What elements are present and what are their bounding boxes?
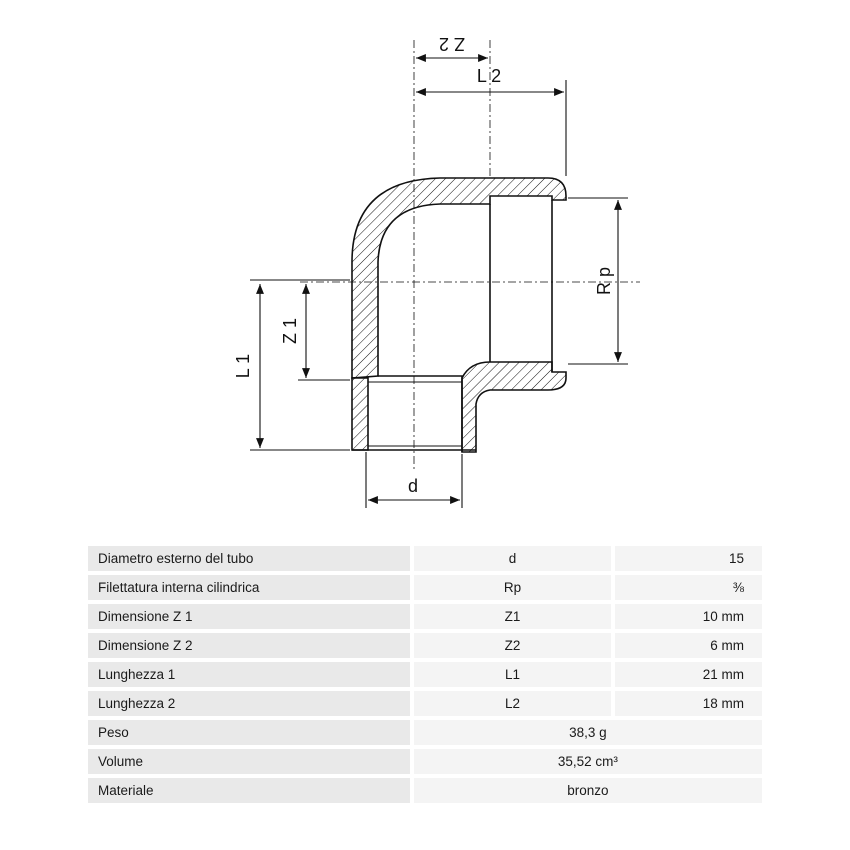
row-label: Dimensione Z 1 [88, 604, 410, 629]
row-label: Dimensione Z 2 [88, 633, 410, 658]
table-row [88, 633, 762, 658]
row-symbol: Rp [410, 575, 612, 600]
spec-table [88, 546, 762, 803]
row-symbol: L2 [410, 691, 612, 716]
row-value: bronzo [410, 778, 762, 803]
extension-lines [250, 80, 628, 508]
row-label: Lunghezza 2 [88, 691, 410, 716]
table-row [88, 749, 762, 774]
row-value: 18 mm [611, 691, 762, 716]
dim-label-l1: L 1 [233, 353, 253, 379]
row-label: Volume [88, 749, 410, 774]
row-symbol: Z2 [410, 633, 612, 658]
dim-label-rp: R p [594, 266, 614, 296]
row-value: ⅜ [611, 575, 762, 600]
row-symbol: L1 [410, 662, 612, 687]
row-value: 15 [611, 546, 762, 571]
row-value: 35,52 cm³ [410, 749, 762, 774]
row-value: 10 mm [611, 604, 762, 629]
row-symbol: Z1 [410, 604, 612, 629]
table-row [88, 604, 762, 629]
table-row [88, 575, 762, 600]
table-row [88, 778, 762, 803]
fitting-wall [352, 178, 566, 452]
row-value: 38,3 g [410, 720, 762, 745]
row-symbol: d [410, 546, 612, 571]
table-row [88, 691, 762, 716]
row-label: Peso [88, 720, 410, 745]
table-row [88, 720, 762, 745]
table-row [88, 662, 762, 687]
dim-label-z1: Z 1 [280, 317, 300, 345]
dim-label-l2: L 2 [476, 66, 502, 86]
row-value: 6 mm [611, 633, 762, 658]
dim-label-d: d [407, 476, 419, 496]
row-label: Diametro esterno del tubo [88, 546, 410, 571]
row-label: Lunghezza 1 [88, 662, 410, 687]
dimension-lines [260, 58, 618, 500]
row-label: Filettatura interna cilindrica [88, 575, 410, 600]
table-row [88, 546, 762, 571]
dim-label-z2: Z 2 [438, 34, 466, 54]
row-label: Materiale [88, 778, 410, 803]
row-value: 21 mm [611, 662, 762, 687]
